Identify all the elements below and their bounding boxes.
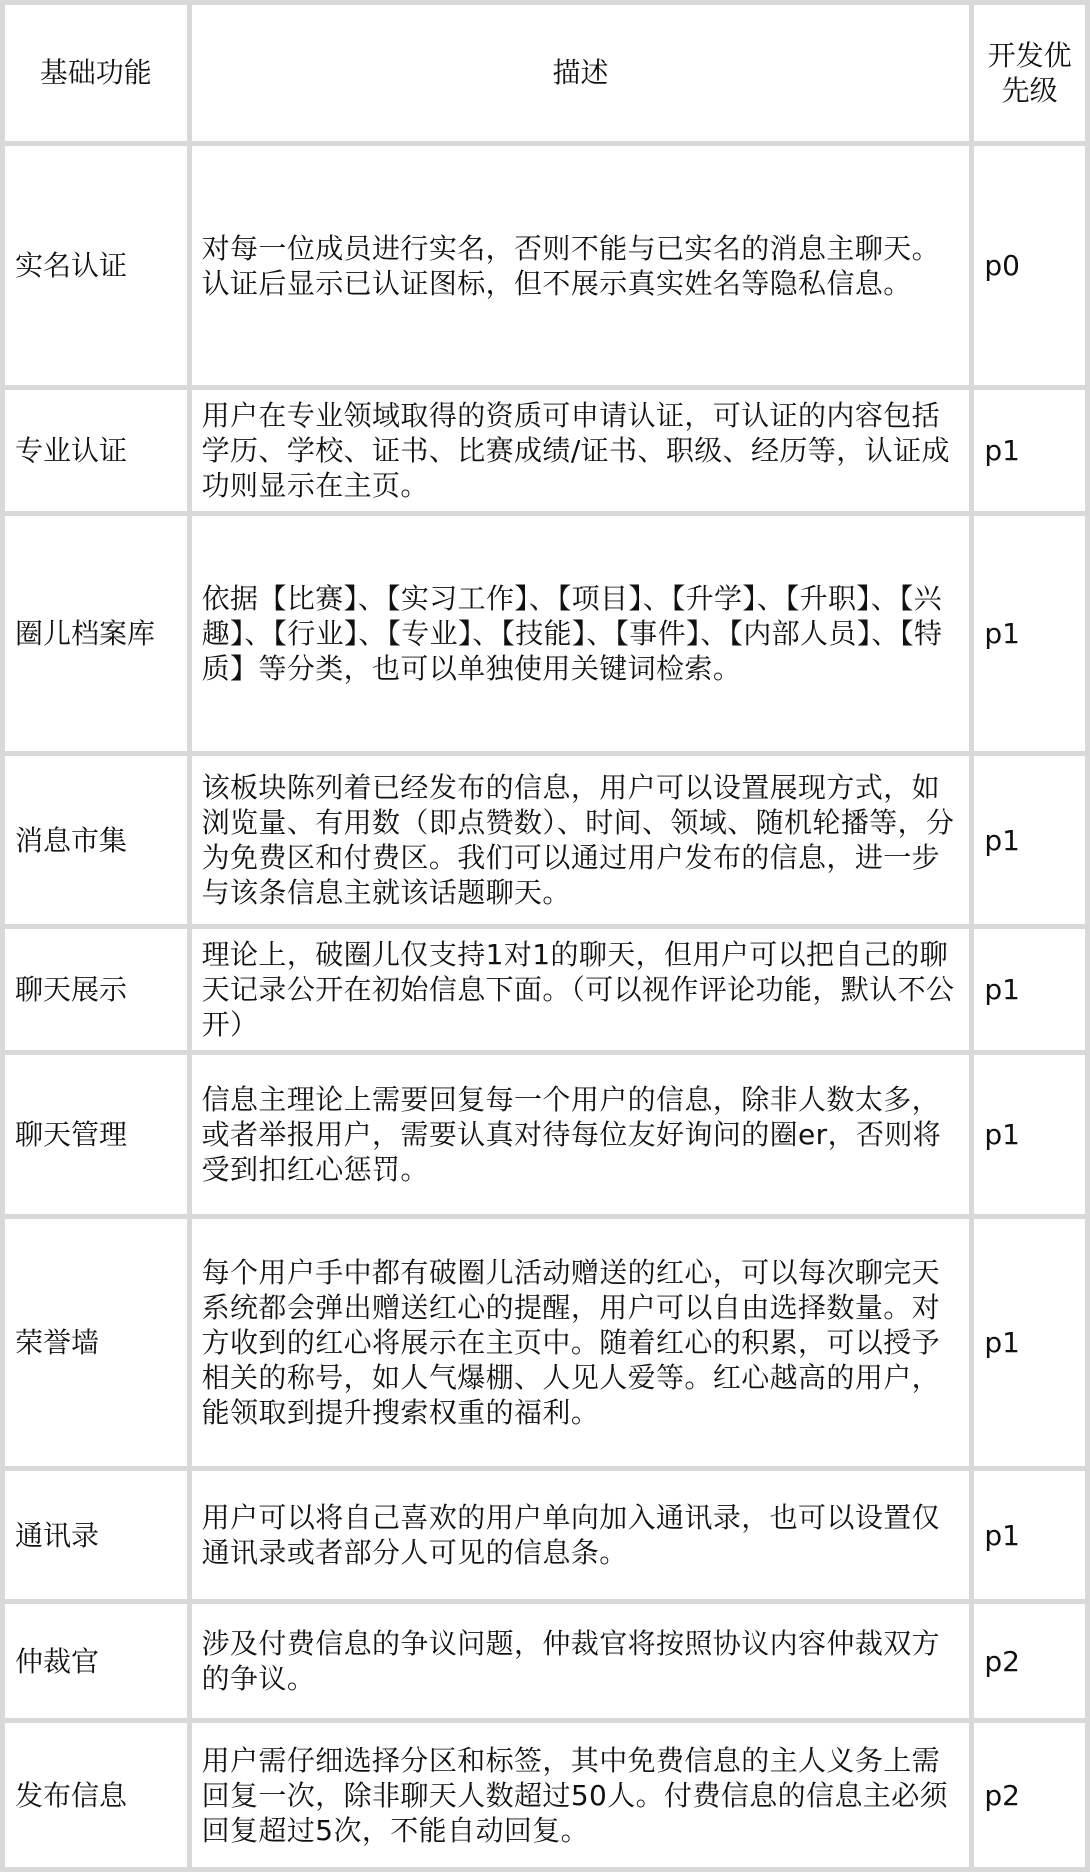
function-description: 用户在专业领域取得的资质可申请认证，可认证的内容包括学历、学校、证书、比赛成绩/证书、职级、经历等，认证成功则显示在主页。 [192,390,970,511]
priority-value: p1 [974,390,1085,511]
function-description: 用户需仔细选择分区和标签，其中免费信息的主人义务上需回复一次，除非聊天人数超过50人。付费信息的信息主必须回复超过5次，不能自动回复。 [192,1723,970,1867]
table-row [5,1723,1085,1867]
function-description: 对每一位成员进行实名，否则不能与已实名的消息主聊天。认证后显示已认证图标，但不展示真实姓名等隐私信息。 [192,146,970,385]
function-name: 实名认证 [5,146,187,385]
priority-value: p1 [974,929,1085,1050]
priority-value: p1 [974,1219,1085,1467]
function-description: 涉及付费信息的争议问题，仲裁官将按照协议内容仲裁双方的争议。 [192,1604,970,1718]
function-description: 信息主理论上需要回复每一个用户的信息，除非人数太多，或者举报用户，需要认真对待每位友好询问的圈er，否则将受到扣红心惩罚。 [192,1055,970,1214]
table-row [5,1471,1085,1599]
function-description: 依据【比赛】、【实习工作】、【项目】、【升学】、【升职】、【兴趣】、【行业】、【专业】、【技能】、【事件】、【内部人员】、【特质】等分类，也可以单独使用关键词检索。 [192,516,970,751]
table-row [5,1219,1085,1467]
table-row [5,390,1085,511]
function-name: 圈儿档案库 [5,516,187,751]
function-name: 聊天展示 [5,929,187,1050]
function-name: 荣誉墙 [5,1219,187,1467]
table-row [5,146,1085,385]
priority-value: p2 [974,1723,1085,1867]
table-row [5,756,1085,924]
table-row [5,929,1085,1050]
priority-value: p1 [974,756,1085,924]
function-name: 消息市集 [5,756,187,924]
priority-value: p1 [974,1055,1085,1214]
header-description: 描述 [192,5,970,141]
priority-value: p2 [974,1604,1085,1718]
function-description: 该板块陈列着已经发布的信息，用户可以设置展现方式，如浏览量、有用数（即点赞数）、时间、领域、随机轮播等，分为免费区和付费区。我们可以通过用户发布的信息，进一步与该条信息主就该话题聊天。 [192,756,970,924]
table-row [5,1055,1085,1214]
function-name: 聊天管理 [5,1055,187,1214]
function-name: 仲裁官 [5,1604,187,1718]
header-function: 基础功能 [5,5,187,141]
priority-value: p0 [974,146,1085,385]
table-header-row [5,5,1085,141]
function-name: 发布信息 [5,1723,187,1867]
header-priority: 开发优先级 [974,5,1085,141]
table-row [5,1604,1085,1718]
table-row [5,516,1085,751]
priority-value: p1 [974,516,1085,751]
function-description: 每个用户手中都有破圈儿活动赠送的红心，可以每次聊完天系统都会弹出赠送红心的提醒，用户可以自由选择数量。对方收到的红心将展示在主页中。随着红心的积累，可以授予相关的称号，如人气爆棚、人见人爱等。红心越高的用户，能领取到提升搜索权重的福利。 [192,1219,970,1467]
function-description: 用户可以将自己喜欢的用户单向加入通讯录，也可以设置仅通讯录或者部分人可见的信息条。 [192,1471,970,1599]
function-description: 理论上，破圈儿仅支持1对1的聊天，但用户可以把自己的聊天记录公开在初始信息下面。（可以视作评论功能，默认不公开） [192,929,970,1050]
function-name: 通讯录 [5,1471,187,1599]
function-name: 专业认证 [5,390,187,511]
priority-value: p1 [974,1471,1085,1599]
